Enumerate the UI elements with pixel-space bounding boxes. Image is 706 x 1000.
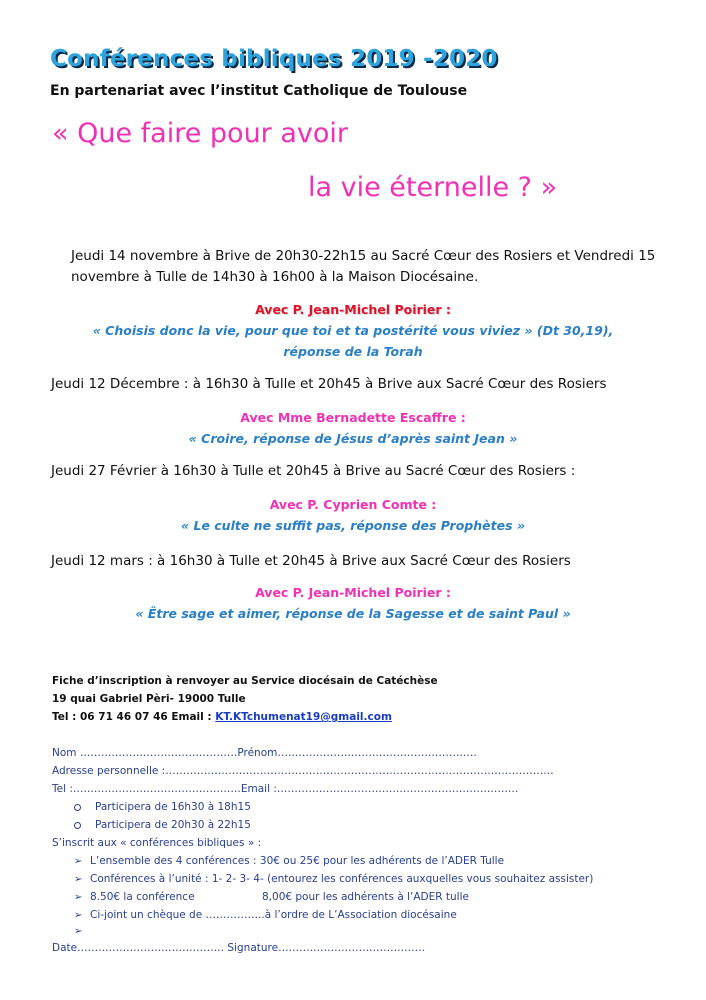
partnership-subtitle: En partenariat avec l’institut Catholique de Toulouse: [50, 83, 468, 99]
choice-all-conferences: [74, 855, 504, 867]
choice-single-conference-label: Conférences à l’unité : 1- 2- 3- 4- (entourez les conférences auxquelles vous souhaitez assister): [90, 873, 594, 885]
arrow-bullet-icon: ➢: [74, 926, 83, 937]
session-1-date: Jeudi 14 novembre à Brive de 20h30-22h15 au Sacré Cœur des Rosiers et Vendredi 15 novembre à Tulle de 14h30 à 16h00 à la Maison Diocésaine.: [71, 248, 656, 285]
session-2-quote: « Croire, réponse de Jésus d’après saint Jean »: [188, 431, 518, 446]
inscription-label: S’inscrit aux « conférences bibliques » :: [52, 837, 262, 849]
choice-cheque: [74, 909, 457, 921]
session-3-speaker: Avec P. Cyprien Comte :: [269, 497, 437, 512]
choice-price-label: 8.50€ la conférence: [90, 891, 195, 903]
session-2-date: Jeudi 12 Décembre : à 16h30 à Tulle et 20h45 à Brive aux Sacré Cœur des Rosiers: [51, 376, 607, 392]
theme-line-1: « Que faire pour avoir: [52, 118, 349, 149]
option-16h30: [74, 801, 251, 813]
address-field-line: Adresse personnelle :…………………………………………………………………………………………………: [52, 765, 554, 777]
arrow-bullet-icon: ➢: [74, 856, 83, 867]
choice-price: [74, 891, 195, 903]
registration-instructions: Fiche d’inscription à renvoyer au Service diocésain de Catéchèse: [52, 675, 438, 687]
session-3-date: Jeudi 27 Février à 16h30 à Tulle et 20h45 à Brive au Sacré Cœur des Rosiers :: [51, 463, 576, 479]
empty-choice: [74, 925, 90, 937]
session-4-date: Jeudi 12 mars : à 16h30 à Tulle et 20h45 à Brive aux Sacré Cœur des Rosiers: [51, 553, 571, 569]
session-4-speaker: Avec P. Jean-Michel Poirier :: [255, 585, 451, 600]
option-20h30: [74, 819, 251, 831]
choice-price-members: 8,00€ pour les adhérents à l’ADER tulle: [262, 891, 469, 903]
choice-cheque-label: Ci-joint un chèque de ……………..à l’ordre de L’Association diocésaine: [90, 909, 457, 921]
registration-contact: [52, 711, 392, 723]
session-4-quote: « Être sage et aimer, réponse de la Sagesse et de saint Paul »: [135, 606, 571, 621]
choice-single-conference: [74, 873, 593, 885]
name-field-line: Nom ………………………………………Prénom…………………………………………………: [52, 747, 477, 759]
email-link[interactable]: KT.KTchumenat19@gmail.com: [215, 711, 392, 723]
option-16h30-label: Participera de 16h30 à 18h15: [95, 801, 251, 813]
circle-bullet-icon: [74, 804, 81, 811]
session-1-quote-line-2: réponse de la Torah: [283, 344, 423, 359]
arrow-bullet-icon: ➢: [74, 892, 83, 903]
arrow-bullet-icon: ➢: [74, 910, 83, 921]
tel-email-field-line: Tel :…………………………………………Email :……………………………………………………………: [52, 783, 519, 795]
circle-bullet-icon: [74, 822, 81, 829]
session-2-speaker: Avec Mme Bernadette Escaffre :: [240, 410, 466, 425]
date-signature-line: Date…………………………………… Signature……………………………………: [52, 942, 426, 954]
phone-label: Tel : 06 71 46 07 46 Email :: [52, 711, 212, 723]
theme-line-2: la vie éternelle ? »: [308, 172, 558, 203]
session-1-quote: « Choisis donc la vie, pour que toi et ta postérité vous viviez » (Dt 30,19),: [92, 323, 614, 338]
registration-address: 19 quai Gabriel Pèri- 19000 Tulle: [52, 693, 246, 705]
session-1-speaker: Avec P. Jean-Michel Poirier :: [255, 302, 451, 317]
choice-all-conferences-label: L’ensemble des 4 conférences : 30€ ou 25€ pour les adhérents de l’ADER Tulle: [90, 855, 505, 867]
page-title: Conférences bibliques 2019 -2020: [50, 46, 498, 72]
arrow-bullet-icon: ➢: [74, 874, 83, 885]
session-3-quote: « Le culte ne suffit pas, réponse des Prophètes »: [181, 518, 525, 533]
option-20h30-label: Participera de 20h30 à 22h15: [95, 819, 251, 831]
